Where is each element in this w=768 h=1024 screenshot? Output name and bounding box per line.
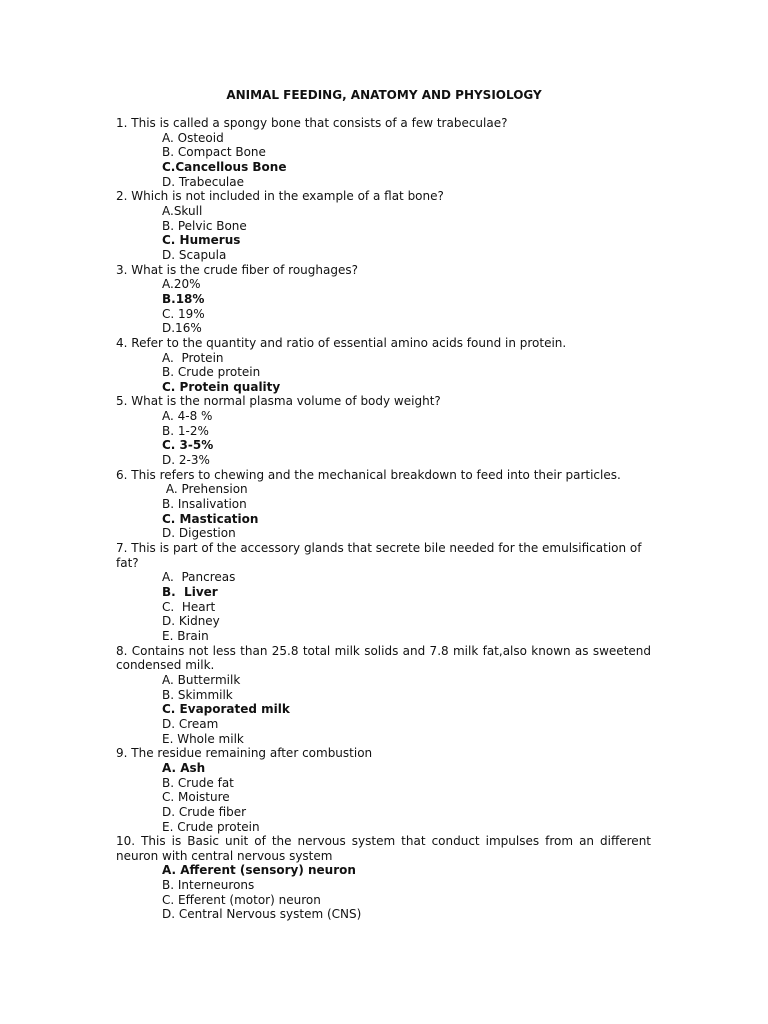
option-b: B. Crude protein [162,365,261,380]
option-b-answer: B. Liver [162,585,218,599]
option-b-answer: B.18% [162,291,205,306]
question-2 [116,189,651,262]
question-3 [116,263,651,336]
question-5 [116,394,651,467]
option-b: B. Compact Bone [162,145,266,160]
question-9 [116,746,651,834]
option-a: A. Protein [162,350,224,365]
option-c-answer: C. Evaporated milk [162,702,290,717]
option-a: A. Prehension [162,482,248,497]
option-b: B. Crude fat [162,775,234,790]
question-text: 2. Which is not included in the example of a flat bone? [116,189,444,204]
option-e: E. Crude protein [162,819,260,834]
question-text: 3. What is the crude fiber of roughages? [116,262,358,277]
question-text: 1. This is called a spongy bone that consists of a few trabeculae? [116,116,508,130]
question-text: 5. What is the normal plasma volume of body weight? [116,394,441,409]
question-7 [116,541,651,644]
option-a: A. 4-8 % [162,409,213,424]
option-d: D. Trabeculae [162,174,244,189]
question-text: 4. Refer to the quantity and ratio of essential amino acids found in protein. [116,335,567,350]
option-c-answer: C.Cancellous Bone [162,159,287,174]
option-d: D. Digestion [162,526,236,541]
option-b: B. Pelvic Bone [162,218,247,233]
option-d: D. Kidney [162,614,220,629]
option-c: C. Heart [162,599,216,614]
option-a: A.Skull [162,203,203,218]
option-b: B. Interneurons [162,878,255,893]
question-6 [116,468,651,541]
question-8 [116,644,651,747]
option-c: C. Efferent (motor) neuron [162,892,321,907]
question-text: 9. The residue remaining after combustion [116,746,373,761]
option-c: C. 19% [162,306,205,321]
option-c-answer: C. Protein quality [162,379,281,394]
option-c-answer: C. Humerus [162,233,241,248]
question-text: 6. This refers to chewing and the mechanical breakdown to feed into their particles. [116,467,621,482]
option-c-answer: C. Mastication [162,511,259,526]
question-4 [116,336,651,395]
option-d: D. Scapula [162,247,227,262]
question-text: 7. This is part of the accessory glands that secrete bile needed for the emulsification of fat? [116,541,642,570]
option-a-answer: A. Afferent (sensory) neuron [162,863,356,878]
option-e: E. Whole milk [162,731,244,746]
option-c-answer: C. 3-5% [162,438,214,453]
option-a-answer: A. Ash [162,760,206,775]
option-a: A. Pancreas [162,570,236,585]
option-d: D. Crude fiber [162,804,247,819]
option-b: B. Insalivation [162,497,247,512]
question-text: 10. This is Basic unit of the nervous system that conduct impulses from an different neuron with central nervous system [116,834,651,863]
document-title: ANIMAL FEEDING, ANATOMY AND PHYSIOLOGY [226,88,542,102]
question-text: 8. Contains not less than 25.8 total milk solids and 7.8 milk fat,also known as sweetend condensed milk. [116,643,651,673]
option-d: D. Central Nervous system (CNS) [162,907,362,922]
option-a: A. Buttermilk [162,672,241,687]
option-b: B. 1-2% [162,423,209,438]
option-d: D. 2-3% [162,453,210,468]
question-1 [116,116,651,189]
question-list [116,116,651,922]
option-d: D. Cream [162,716,219,731]
option-c: C. Moisture [162,790,230,805]
option-a: A. Osteoid [162,130,224,145]
option-b: B. Skimmilk [162,687,233,702]
option-a: A.20% [162,277,201,292]
option-d: D.16% [162,321,202,336]
option-e: E. Brain [162,628,209,643]
question-10 [116,834,651,922]
